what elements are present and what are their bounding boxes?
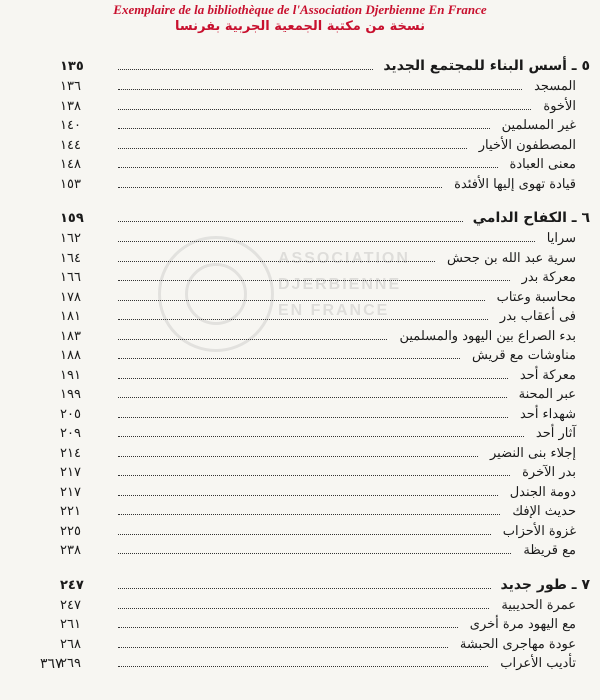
toc-entry-page: ١٥٣: [60, 176, 81, 192]
table-of-contents: [60, 58, 590, 690]
toc-entry-title: معنى العبادة: [509, 157, 576, 172]
toc-entry: [60, 348, 590, 368]
toc-entry-page: ٢٦٩: [60, 656, 81, 671]
dot-leader: [118, 279, 510, 281]
dot-leader: [118, 299, 485, 301]
toc-entry-page: ٢٦١: [60, 617, 81, 632]
toc-section-heading: [60, 577, 590, 598]
toc-entry-page: ١٨٣: [60, 328, 81, 344]
toc-entry: [60, 118, 590, 138]
toc-entry-page: ٢٢١: [60, 504, 81, 519]
library-stamp-arabic: نسخة من مكتبة الجمعية الجربية بفرنسا: [175, 19, 425, 34]
dot-leader: [118, 494, 498, 496]
toc-entry: [60, 231, 590, 251]
toc-entry-title: مع قريظة: [523, 543, 576, 558]
toc-entry-page: ١٦٤: [60, 250, 81, 266]
dot-leader: [118, 513, 500, 515]
toc-entry-title: بدء الصراع بين اليهود والمسلمين: [399, 328, 576, 344]
toc-entry: [60, 270, 590, 290]
toc-entry-page: ٢٢٥: [60, 523, 81, 539]
toc-entry-title: حديث الإفك: [512, 504, 576, 519]
toc-entry: [60, 617, 590, 637]
dot-leader: [118, 127, 490, 129]
watermark-line: ASSOCIATION: [278, 250, 410, 267]
toc-entry: [60, 251, 590, 271]
dot-leader: [118, 416, 508, 418]
dot-leader: [118, 474, 510, 476]
toc-entry: [60, 598, 590, 618]
toc-section-heading: [60, 58, 590, 79]
toc-entry-page: ١٣٨: [60, 98, 81, 114]
dot-leader: [118, 357, 460, 359]
toc-entry-title: عبر المحنة: [518, 387, 576, 402]
toc-entry: [60, 177, 590, 197]
dot-leader: [118, 68, 373, 70]
toc-entry-title: فى أعقاب بدر: [499, 309, 576, 324]
toc-entry-page: ٢٦٨: [60, 636, 81, 652]
toc-entry-page: ١٦٢: [60, 231, 81, 246]
dot-leader: [118, 88, 522, 90]
dot-leader: [118, 552, 511, 554]
dot-leader: [118, 396, 507, 398]
toc-section: [60, 58, 590, 196]
watermark-line: EN FRANCE: [278, 302, 390, 319]
dot-leader: [118, 646, 448, 648]
library-stamp-french: Exemplaire de la bibliothèque de l'Association Djerbienne En France: [113, 2, 487, 17]
toc-entry-page: ٢٠٩: [60, 426, 81, 441]
toc-entry: [60, 504, 590, 524]
toc-entry-page: ٢١٤: [60, 445, 81, 461]
toc-entry-title: تأديب الأعراب: [500, 656, 576, 671]
toc-entry-page: ١٦٦: [60, 270, 81, 285]
toc-entry: [60, 387, 590, 407]
library-stamp: [0, 2, 600, 35]
toc-entry-title: ٥ ـ أسس البناء للمجتمع الجديد: [383, 58, 590, 74]
toc-section-heading: [60, 210, 590, 231]
toc-entry-page: ١٧٨: [60, 289, 81, 305]
toc-entry-page: ١٩٩: [60, 387, 81, 402]
toc-entry-title: مناوشات مع قريش: [472, 348, 576, 363]
toc-entry-page: ١٨٨: [60, 348, 81, 363]
dot-leader: [118, 186, 442, 188]
toc-entry-page: ١٣٥: [60, 59, 84, 74]
toc-entry-page: ١٤٠: [60, 118, 81, 133]
toc-entry-title: ٧ ـ طور جديد: [500, 576, 590, 593]
toc-entry: [60, 485, 590, 505]
dot-leader: [118, 220, 463, 222]
toc-entry: [60, 656, 590, 676]
dot-leader: [118, 665, 488, 667]
toc-entry: [60, 524, 590, 544]
toc-entry-title: قيادة تهوى إليها الأفئدة: [454, 176, 576, 192]
toc-entry-title: آثار أحد: [535, 426, 576, 441]
toc-entry-page: ٢١٧: [60, 465, 81, 480]
toc-section: [60, 577, 590, 676]
toc-entry: [60, 407, 590, 427]
toc-entry-title: معركة بدر: [521, 270, 576, 285]
toc-entry: [60, 426, 590, 446]
toc-entry-page: ٢٤٧: [60, 597, 81, 613]
toc-entry: [60, 138, 590, 158]
dot-leader: [118, 108, 531, 110]
toc-entry: [60, 290, 590, 310]
toc-entry: [60, 329, 590, 349]
dot-leader: [118, 260, 435, 262]
dot-leader: [118, 147, 467, 149]
toc-entry-title: غزوة الأحزاب: [502, 523, 576, 539]
toc-entry-page: ١٨١: [60, 309, 81, 324]
toc-entry-page: ١٩١: [60, 367, 81, 383]
dot-leader: [118, 626, 458, 628]
toc-entry-title: المصطفون الأخيار: [478, 137, 576, 153]
toc-entry-title: المسجد: [534, 79, 576, 94]
toc-entry-title: ٦ ـ الكفاح الدامي: [472, 210, 590, 226]
dot-leader: [118, 533, 491, 535]
dot-leader: [118, 338, 387, 340]
dot-leader: [118, 435, 524, 437]
toc-entry-page: ٢٠٥: [60, 406, 81, 422]
dot-leader: [118, 587, 491, 589]
toc-entry-page: ٢٤٧: [60, 577, 84, 593]
dot-leader: [118, 607, 489, 609]
toc-entry-title: غير المسلمين: [501, 118, 576, 133]
toc-entry-page: ٢٣٨: [60, 543, 81, 558]
toc-entry-title: الأخوة: [543, 98, 576, 114]
dot-leader: [118, 455, 478, 457]
toc-entry-title: سرية عبد الله بن جحش: [446, 250, 576, 266]
toc-entry-title: عودة مهاجرى الحبشة: [459, 636, 576, 652]
toc-entry: [60, 543, 590, 563]
toc-entry: [60, 465, 590, 485]
toc-entry-title: عمرة الحديبية: [501, 597, 576, 613]
toc-entry-title: إجلاء بنى النضير: [489, 445, 576, 461]
toc-entry-title: معركة أحد: [519, 367, 576, 383]
toc-entry: [60, 309, 590, 329]
dot-leader: [118, 166, 498, 168]
dot-leader: [118, 377, 508, 379]
page-number: ٣٦٧: [40, 656, 63, 672]
toc-entry: [60, 368, 590, 388]
toc-entry-title: محاسبة وعتاب: [496, 289, 576, 305]
toc-entry-page: ١٥٩: [60, 211, 84, 226]
toc-entry: [60, 446, 590, 466]
toc-entry-page: ١٤٤: [60, 137, 81, 153]
dot-leader: [118, 318, 488, 320]
watermark-line: DJERBIENNE: [278, 276, 402, 293]
toc-entry: [60, 99, 590, 119]
toc-entry-page: ٢١٧: [60, 484, 81, 500]
toc-entry-page: ١٤٨: [60, 157, 81, 172]
toc-entry: [60, 79, 590, 99]
toc-entry-page: ١٣٦: [60, 79, 81, 94]
dot-leader: [118, 240, 535, 242]
toc-entry-title: شهداء أحد: [519, 406, 576, 422]
toc-entry-title: بدر الآخرة: [522, 465, 576, 480]
toc-section: [60, 210, 590, 563]
toc-entry: [60, 637, 590, 657]
toc-entry-title: مع اليهود مرة أخرى: [469, 617, 576, 632]
toc-entry: [60, 157, 590, 177]
toc-entry-title: دومة الجندل: [509, 484, 576, 500]
toc-entry-title: سرايا: [546, 231, 576, 246]
